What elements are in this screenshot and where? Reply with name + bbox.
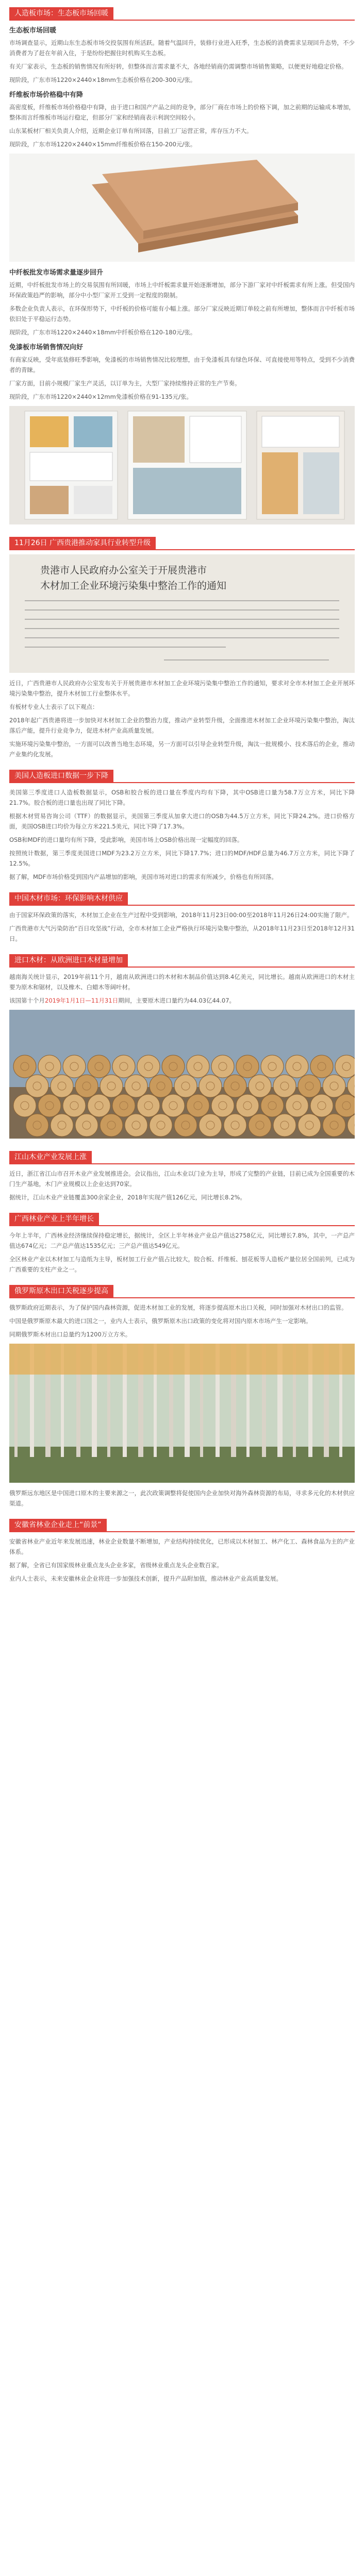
paragraph: 实施环境污染集中整治，一方面可以改善当地生态环境，另一方面可以引导企业转型升级，淘汰一批规模小、技术落后的企业，推动产业集约化发展。 bbox=[9, 740, 355, 758]
subheading: 纤维板市场价格稳中有降 bbox=[9, 91, 84, 99]
paragraph: 同期俄罗斯木材出口总量约为1200万立方米。 bbox=[9, 1331, 131, 1338]
section-header: 美国人造板进口数据一步下降 bbox=[9, 770, 113, 782]
paragraph: 有板材专业人士表示了以下观点： bbox=[9, 703, 98, 710]
section-divider bbox=[9, 1225, 355, 1226]
paragraph: 现阶段，广东市场1220×2440×18mm中纤板价格在120-180元/张。 bbox=[9, 329, 196, 336]
fiberboard-photo bbox=[9, 154, 355, 262]
section-header: 进口木材：从欧洲进口木材量增加 bbox=[9, 954, 128, 967]
paragraph: OSB和MDF的进口量均有所下降，受此影响，美国市场上OSB价格出现一定幅度的回落。 bbox=[9, 836, 243, 843]
paragraph: 俄罗斯远东地区是中国进口原木的主要来源之一，此次政策调整将促使国内企业加快对海外森林资源的布局，寻求多元化的木材供应渠道。 bbox=[9, 1489, 355, 1507]
paragraph: 安徽省林业产业近年来发展迅速，林业企业数量不断增加，产业结构持续优化，已形成以木材加工、林产化工、森林食品为主的产业体系。 bbox=[9, 1538, 355, 1555]
section-header: 中国木材市场：环保影响木材供应 bbox=[9, 892, 128, 905]
paragraph: 据了解，MDF市场价格受到国内产品增加的影响，美国市场对进口的需求有所减少，价格也有所回落。 bbox=[9, 873, 277, 880]
subheading: 免漆板市场销售情况向好 bbox=[9, 344, 84, 351]
paragraph: 俄罗斯政府近期表示，为了保护国内森林资源，促进木材加工业的发展，将逐步提高原木出口关税，同时加强对木材出口的监管。 bbox=[9, 1304, 348, 1311]
paragraph: 广西贵港市大气污染防治“百日攻坚战”行动，全市木材加工企业严格执行环境污染集中整治，从2018年11月23日至2018年12月31日。 bbox=[9, 925, 355, 942]
text-span: 该国第十个月 bbox=[9, 997, 45, 1004]
forest-photo bbox=[9, 1344, 355, 1483]
paragraph: 山东某板材厂相关负责人介绍，近期企业订单有所回落，目前工厂运营正常，库存压力不大。 bbox=[9, 127, 253, 134]
paragraph bbox=[9, 995, 355, 1006]
paragraph: 市场调查显示，近期山东生态板市场交投氛围有所活跃。随着气温回升，装修行业进入旺季，生态板的消费需求呈现回升态势，不少消费者为了赶在年前入住，于是纷纷把握住时机购买生态板。 bbox=[9, 39, 355, 57]
section-divider bbox=[9, 967, 355, 968]
section-divider bbox=[9, 1297, 355, 1298]
paragraph: 多数企业负责人表示，在环保形势下，中纤板的价格可能有小幅上涨。部分厂家反映近期订单较之前有所增加，整体而言中纤板市场依旧处于平稳运行态势。 bbox=[9, 305, 355, 323]
section-4 bbox=[9, 885, 355, 944]
highlighted-date: 2019年1月1日—11月31日 bbox=[45, 997, 119, 1004]
section-header: 人造板市场：生态板市场回暖 bbox=[9, 7, 113, 20]
section-divider bbox=[9, 1531, 355, 1532]
paragraph: 美国第三季度进口人造板数据显示，OSB和胶合板的进口量在季度内均有下降，其中OSB进口量为58.7万立方米，同比下降21.7%。胶合板的进口量也出现了同比下降。 bbox=[9, 789, 355, 806]
paragraph: 有关厂家表示，生态板的销售情况有所好转，但整体而言需求量不大，各地经销商仍需调整市场销售策略，以便更好地稳定价格。 bbox=[9, 63, 348, 70]
paragraph: 业内人士表示，未来安徽林业企业将进一步加强技术创新，提升产品附加值，推动林业产业高质量发展。 bbox=[9, 1575, 282, 1582]
paragraph: 现阶段，广东市场1220×2440×18mm生态板价格在200-300元/张。 bbox=[9, 76, 196, 83]
paragraph: 按照统计数据，第三季度美国进口MDF为23.2万立方米，同比下降17.7%；进口的MDF/HDF总量为46.7万立方米，同比下降了12.5%。 bbox=[9, 850, 355, 867]
logs-photo bbox=[9, 1010, 355, 1139]
government-notice-photo bbox=[9, 554, 355, 673]
notice-title-line2: 木材加工企业环境污染集中整治工作的通知 bbox=[40, 580, 227, 591]
section-5 bbox=[9, 947, 355, 1139]
paragraph: 根据木材贸易咨询公司（TTF）的数据显示，美国第三季度从加拿大进口的OSB为44.5万立方米，同比下降24.2%。进口价格方面，美国OSB进口均价为每立方米221.5美元，同比下降了17.3%。 bbox=[9, 812, 355, 830]
subheading: 中纤板批发市场需求量逐步回升 bbox=[9, 269, 104, 277]
subheading: 生态板市场回暖 bbox=[9, 27, 57, 35]
section-3 bbox=[9, 762, 355, 882]
paragraph: 有商家反映，受年底装修旺季影响，免漆板的市场销售情况比较理想，由于免漆板具有绿色环保、可直接使用等特点，受到不少消费者的青睐。 bbox=[9, 356, 355, 374]
section-header: 江山木业产业发展上涨 bbox=[9, 1151, 92, 1163]
section-divider bbox=[9, 20, 355, 21]
section-2 bbox=[9, 530, 355, 759]
section-8 bbox=[9, 1278, 355, 1509]
paragraph: 高密度板，纤维板市场价格稳中有降，由于进口和国产产品之间的竞争，部分厂商在市场上的价格下调，加之前期的运输成本增加，整体而言纤维板市场运行稳定，但部分厂家和经销商表示利润空间较小。 bbox=[9, 104, 355, 121]
section-divider bbox=[9, 549, 355, 550]
section-header: 11月26日 广西贵港推动家具行业转型升级 bbox=[9, 537, 156, 549]
paragraph: 越南海关统计显示，2019年前11个月，越南从欧洲进口的木材和木制品价值达到8.4亿美元，同比增长。越南从欧洲进口的木材主要为原木和锯材，以及橡木、白蜡木等阔叶材。 bbox=[9, 973, 355, 991]
paragraph: 据统计，江山木业产业链覆盖300余家企业，2018年实现产值126亿元，同比增长8.2%。 bbox=[9, 1194, 246, 1201]
section-header: 安徽省林业企业走上“前景” bbox=[9, 1519, 107, 1531]
paragraph: 据了解，全省已有国家级林业重点龙头企业多家，省级林业重点龙头企业数百家。 bbox=[9, 1562, 223, 1569]
paragraph: 全区林业产业以木材加工与造纸为主导，板材加工行业产值占比较大，胶合板、纤维板、刨花板等人造板产量位居全国前列，已成为广西重要的支柱产业之一。 bbox=[9, 1256, 355, 1273]
paragraph: 中国是俄罗斯原木最大的进口国之一，业内人士表示，俄罗斯原木出口政策的变化将对国内原木市场产生一定影响。 bbox=[9, 1317, 312, 1325]
section-divider bbox=[9, 905, 355, 906]
section-7 bbox=[9, 1206, 355, 1275]
text-span: 期间，主要原木进口量约为44.03亿44.07。 bbox=[118, 997, 236, 1004]
section-header: 俄罗斯原木出口关税逐步提高 bbox=[9, 1285, 113, 1297]
paragraph: 现阶段，广东市场1220×2440×15mm纤维板价格在150-200元/张。 bbox=[9, 141, 196, 148]
section-divider bbox=[9, 1163, 355, 1164]
section-header: 广西林业产业上半年增长 bbox=[9, 1213, 99, 1225]
section-9 bbox=[9, 1512, 355, 1584]
paragraph: 近日，广西贵港市人民政府办公室发布关于开展贵港市木材加工企业环境污染集中整治工作的通知，要求对全市木材加工企业开展环境污染集中整治，提升木材加工行业整体水平。 bbox=[9, 680, 355, 697]
paragraph: 2018年起广西贵港将进一步加快对木材加工企业的整治力度，推动产业转型升级，全面推进木材加工企业环境污染集中整治，淘汰落后产能，提升行业竞争力，促进木材产业高质量发展。 bbox=[9, 717, 355, 734]
section-divider bbox=[9, 782, 355, 783]
paragraph: 厂家方面，目前小规模厂家生产灵活，以订单为主，大型厂家持续维持正常的生产节奏。 bbox=[9, 380, 241, 387]
notice-title-line1: 贵港市人民政府办公室关于开展贵港市 bbox=[40, 565, 207, 576]
article bbox=[9, 0, 355, 1587]
paragraph: 近期，中纤板批发市场上的交易氛围有所回暖，市场上中纤板需求量开始逐渐增加，部分下游厂家对中纤板需求有所上涨。但受国内环保政策趋严的影响，部分中小型厂家开工受到一定程度的限制。 bbox=[9, 281, 355, 299]
section-6 bbox=[9, 1144, 355, 1202]
paragraph: 今年上半年，广西林业经济继续保持稳定增长，据统计，全区上半年林业产业总产值达2758亿元，同比增长7.8%，其中，一产总产值达674亿元；二产总产值达1535亿元；三产总产值达549亿元。 bbox=[9, 1232, 355, 1249]
section-1 bbox=[9, 0, 355, 524]
paragraph: 由于国家环保政策的落实，木材加工企业在生产过程中受到影响，2018年11月23日00:00至2018年11月26日24:00实施了限产。 bbox=[9, 911, 353, 919]
paragraph: 现阶段，广东市场1220×2440×12mm免漆板价格在91-135元/张。 bbox=[9, 393, 192, 400]
paragraph: 近日，浙江省江山市召开木业产业发展推进会。会议指出，江山木业以门业为主导，形成了完整的产业链，目前已成为全国重要的木门生产基地，木门产业规模以上企业达到70家。 bbox=[9, 1170, 355, 1188]
cabinet-photo bbox=[9, 406, 355, 524]
